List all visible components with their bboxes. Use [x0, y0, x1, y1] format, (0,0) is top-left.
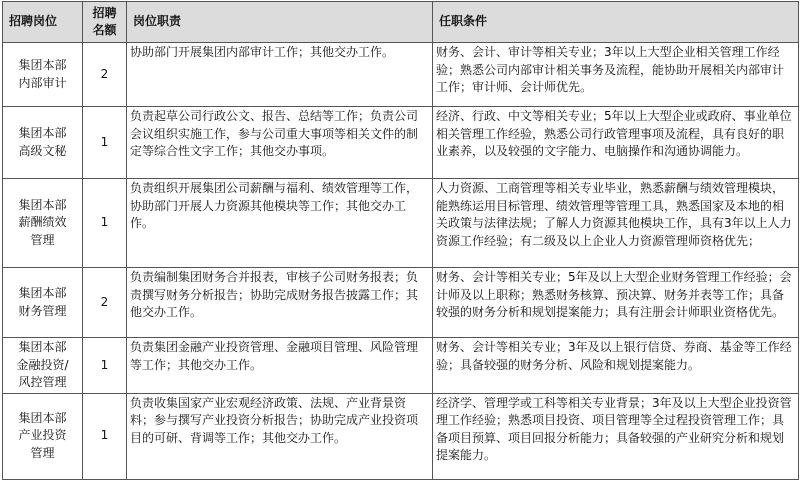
duties-cell: 负责起草公司行政公文、报告、总结等工作；负责公司会议组织实施工作，参与公司重大事项等相关文件的制定等综合性文字工作；其他交办事项。: [127, 107, 433, 179]
requirements-cell: 财务、会计等相关专业；5年及以上大型企业财务管理工作经验；会计师及以上职称；熟悉财务核算、预决算、财务并表等工作；具备较强的财务分析和规划提案能力；具有注册会计师职业资格优先。: [433, 268, 799, 338]
position-cell: 集团本部 财务管理: [3, 268, 83, 338]
duties-cell: 负责集团金融产业投资管理、金融项目管理、风险管理等工作；其他交办工作。: [127, 338, 433, 394]
requirements-cell: 经济、行政、中文等相关专业；5年以上大型企业或政府、事业单位相关管理工作经验，熟悉公司行政管理事项及流程，具有良好的职业素养，以及较强的文字能力、电脑操作和沟通协调能力。: [433, 107, 799, 179]
position-cell: 集团本部 产业投资 管理: [3, 393, 83, 479]
table-header-row: [3, 2, 799, 43]
table-row: [3, 107, 799, 179]
count-cell: 1: [83, 393, 127, 479]
header-count: 招聘 名额: [83, 2, 127, 43]
duties-cell: 负责编制集团财务合并报表，审核子公司财务报表；负责撰写财务分析报告；协助完成财务报告披露工作；其他交办工作。: [127, 268, 433, 338]
position-cell: 集团本部 高级文秘: [3, 107, 83, 179]
table-row: [3, 43, 799, 107]
count-cell: 2: [83, 43, 127, 107]
count-cell: 1: [83, 338, 127, 394]
position-cell: 集团本部 内部审计: [3, 43, 83, 107]
duties-cell: 协助部门开展集团内部审计工作；其他交办工作。: [127, 43, 433, 107]
count-cell: 1: [83, 179, 127, 268]
header-duties: 岗位职责: [127, 2, 433, 43]
requirements-cell: 财务、会计等相关专业；3年及以上银行信贷、券商、基金等工作经验；具备较强的财务分析、风险和规划提案能力。: [433, 338, 799, 394]
duties-cell: 负责收集国家产业宏观经济政策、法规、产业背景资料；参与撰写产业投资分析报告；协助完成产业投资项目的可研、背调等工作；其他交办工作。: [127, 393, 433, 479]
table-row: [3, 179, 799, 268]
requirements-cell: 财务、会计、审计等相关专业；3年以上大型企业相关管理工作经验；熟悉公司内部审计相关事务及流程，能协助开展相关内部审计工作；审计师、会计师优先。: [433, 43, 799, 107]
duties-cell: 负责组织开展集团公司薪酬与福利、绩效管理等工作，协助部门开展人力资源其他模块等工作；其他交办工作。: [127, 179, 433, 268]
count-cell: 2: [83, 268, 127, 338]
requirements-cell: 经济学、管理学或工科等相关专业背景；3年及以上大型企业投资管理工作经验；熟悉项目投资、项目管理等全过程投资管理工作；具备项目预算、项目回报分析能力；具备较强的产业研究分析和规划提案能力。: [433, 393, 799, 479]
table-row: [3, 338, 799, 394]
requirements-cell: 人力资源、工商管理等相关专业毕业，熟悉薪酬与绩效管理模块，能熟练运用目标管理、绩效管理等管理工具，熟悉国家及本地的相关政策与法律法规；了解人力资源其他模块工作，具有3年以上人力资源工作经验；有二级及以上企业人力资源管理师资格优先；: [433, 179, 799, 268]
position-cell: 集团本部 薪酬绩效 管理: [3, 179, 83, 268]
recruitment-table: [2, 1, 799, 480]
table-row: [3, 268, 799, 338]
count-cell: 1: [83, 107, 127, 179]
position-cell: 集团本部 金融投资/ 风控管理: [3, 338, 83, 394]
table-row: [3, 393, 799, 479]
header-position: 招聘岗位: [3, 2, 83, 43]
header-requirements: 任职条件: [433, 2, 799, 43]
